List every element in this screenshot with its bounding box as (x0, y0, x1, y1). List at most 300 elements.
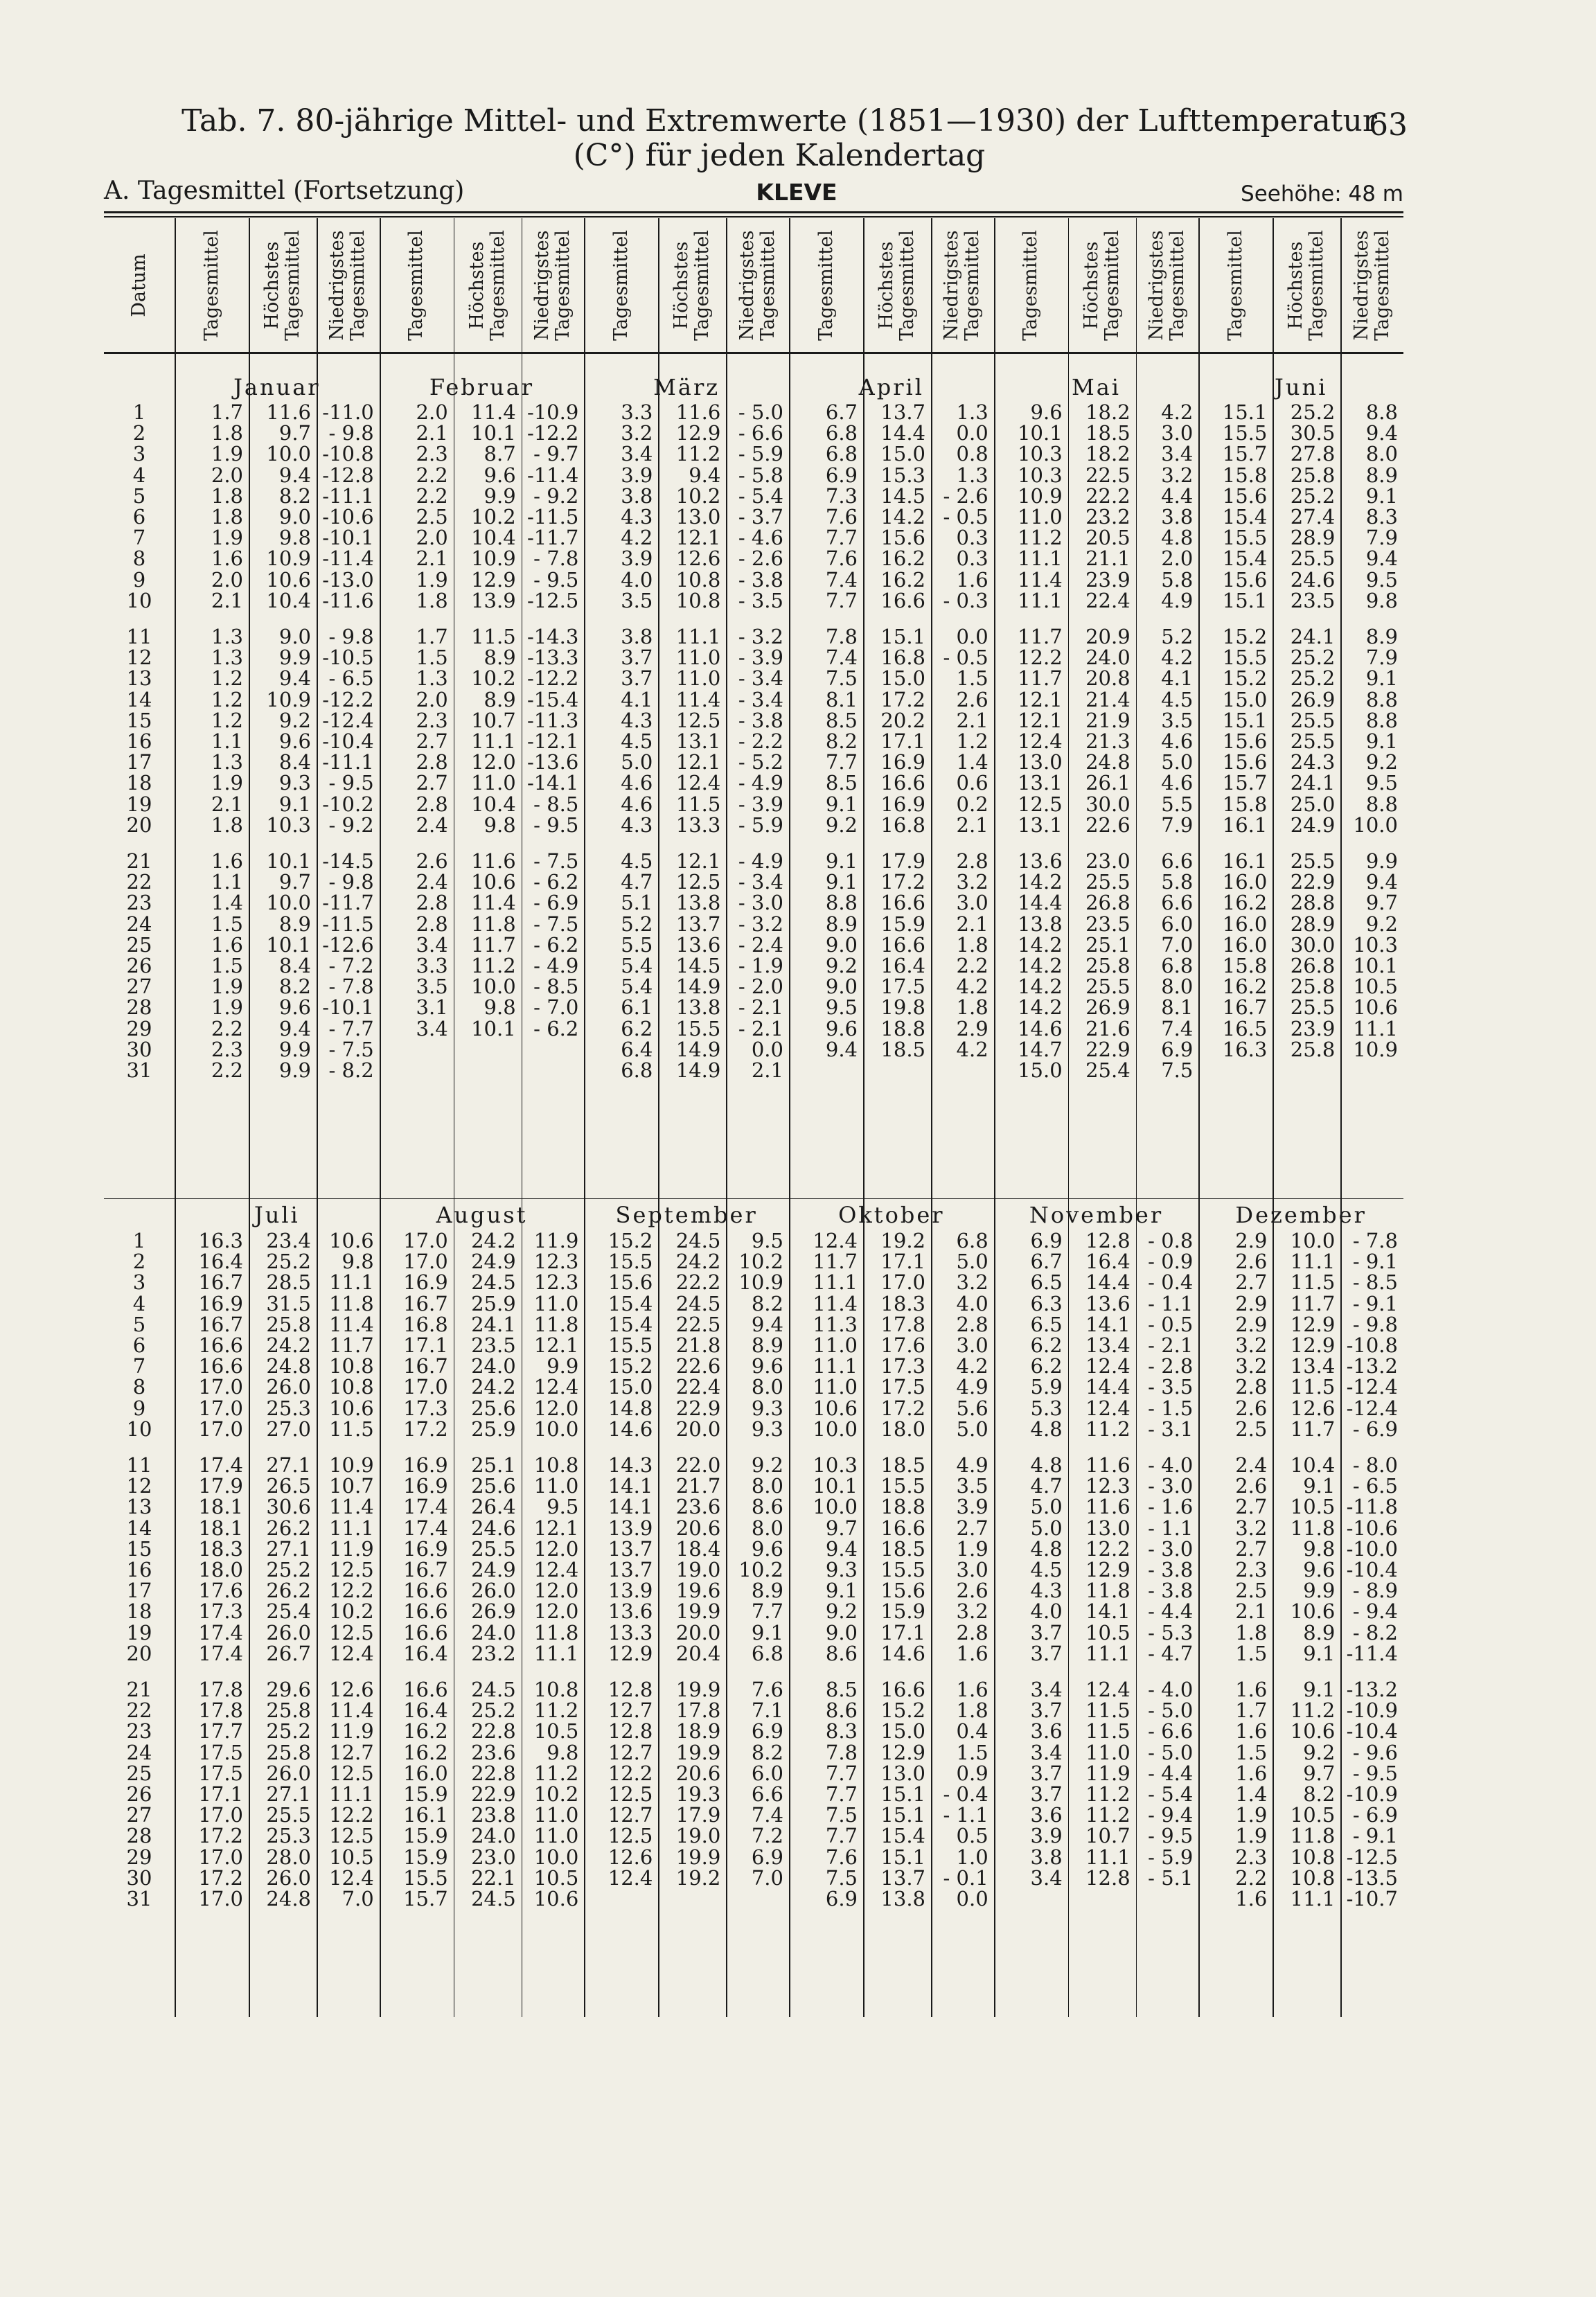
cell-min: - 8.2 (328, 1058, 374, 1082)
cell-mean: 16.1 (1222, 849, 1268, 873)
cell-max: 17.1 (880, 1620, 925, 1644)
cell-mean: 11.1 (813, 1270, 858, 1295)
day-number: 26 (126, 954, 152, 977)
column-header-mean (1198, 218, 1273, 352)
cell-mean: 1.3 (211, 646, 243, 670)
cell-min: - 3.4 (738, 666, 783, 691)
cell-min: 9.3 (751, 1396, 783, 1420)
cell-mean: 16.2 (403, 1719, 448, 1744)
cell-max: 11.8 (471, 912, 516, 936)
cell-mean: 2.5 (416, 505, 448, 529)
cell-max: 15.6 (880, 1579, 925, 1603)
cell-max: 19.3 (675, 1782, 721, 1806)
cell-max: 13.6 (675, 932, 721, 957)
cell-mean: 7.7 (825, 588, 858, 612)
cell-min: 11.2 (533, 1699, 579, 1723)
cell-min: - 3.1 (1148, 1417, 1194, 1441)
column-header-label: Niedrigstes Tagesmittel (531, 229, 574, 341)
cell-min: 1.4 (956, 750, 988, 774)
cell-min: 0.6 (956, 771, 988, 795)
cell-max: 10.7 (471, 708, 516, 732)
cell-min: - 9.6 (1352, 1740, 1398, 1764)
cell-max: 9.8 (484, 995, 516, 1020)
column-header-max (863, 218, 931, 352)
column-header-min (726, 218, 789, 352)
cell-min: 12.4 (533, 1375, 579, 1399)
cell-max: 11.1 (675, 625, 721, 648)
cell-mean: 2.7 (1235, 1495, 1268, 1519)
cell-min: 10.7 (329, 1474, 374, 1498)
day-number: 18 (126, 1599, 152, 1624)
cell-min: 7.0 (751, 1865, 783, 1890)
column-header-max (454, 218, 522, 352)
table-title: Tab. 7. 80-jährige Mittel- und Extremwerte (1851—1930) der Lufttemperatur (C°) für jeden Kalendertag (181, 103, 1377, 173)
cell-mean: 16.9 (198, 1291, 243, 1315)
cell-min: - 9.4 (1352, 1599, 1398, 1624)
cell-mean: 1.6 (1235, 1678, 1268, 1701)
cell-max: 10.8 (675, 588, 721, 612)
cell-max: 11.1 (1085, 1641, 1130, 1665)
cell-max: 25.2 (266, 1250, 311, 1274)
cell-max: 9.4 (278, 1016, 311, 1040)
cell-mean: 4.2 (621, 526, 653, 550)
cell-min: - 0.5 (1148, 1312, 1194, 1336)
day-number: 17 (126, 750, 152, 774)
cell-max: 9.6 (278, 995, 311, 1020)
cell-min: -13.2 (1346, 1678, 1398, 1701)
cell-mean: 7.6 (825, 505, 858, 529)
page-number: 63 (1369, 107, 1408, 143)
cell-mean: 16.6 (198, 1333, 243, 1357)
cell-max: 22.6 (1085, 813, 1130, 837)
horizontal-rule (104, 216, 1403, 218)
cell-min: 8.2 (751, 1740, 783, 1764)
cell-max: 18.2 (1085, 442, 1130, 466)
cell-max: 24.5 (675, 1229, 721, 1252)
cell-mean: 8.9 (825, 912, 858, 936)
cell-mean: 6.9 (1030, 1229, 1063, 1252)
cell-min: 5.0 (1161, 750, 1194, 774)
vertical-rule (863, 218, 864, 2017)
cell-mean: 9.2 (825, 813, 858, 837)
cell-mean: 15.1 (1222, 588, 1268, 612)
day-number: 4 (132, 463, 146, 487)
cell-min: 11.9 (533, 1229, 579, 1252)
cell-mean: 16.0 (1222, 932, 1268, 957)
cell-mean: 16.7 (403, 1291, 448, 1315)
cell-mean: 9.4 (825, 1536, 858, 1561)
cell-mean: 12.2 (608, 1761, 653, 1785)
cell-mean: 14.6 (608, 1417, 653, 1441)
cell-min: - 6.9 (533, 891, 579, 915)
cell-min: - 9.2 (533, 484, 579, 508)
cell-max: 22.4 (1085, 588, 1130, 612)
cell-max: 10.2 (675, 484, 721, 508)
day-number: 17 (126, 1579, 152, 1603)
cell-max: 11.8 (1290, 1824, 1336, 1848)
cell-mean: 1.9 (1235, 1803, 1268, 1827)
cell-mean: 15.5 (608, 1250, 653, 1274)
cell-max: 26.2 (266, 1579, 311, 1603)
cell-min: - 2.6 (943, 484, 988, 508)
cell-min: - 9.5 (533, 813, 579, 837)
column-header-label: Höchstes Tagesmittel (466, 229, 508, 341)
cell-min: -11.5 (322, 912, 374, 936)
day-number: 20 (126, 1641, 152, 1665)
cell-mean: 3.7 (1030, 1641, 1063, 1665)
cell-min: 8.0 (751, 1474, 783, 1498)
cell-max: 10.3 (266, 813, 311, 837)
cell-mean: 7.6 (825, 1845, 858, 1869)
cell-min: - 8.5 (533, 792, 579, 816)
cell-max: 10.1 (266, 932, 311, 957)
cell-mean: 11.4 (813, 1291, 858, 1315)
cell-mean: 2.5 (1235, 1417, 1268, 1441)
cell-max: 23.9 (1290, 1016, 1336, 1040)
cell-min: 9.9 (547, 1354, 579, 1378)
cell-min: -11.6 (322, 588, 374, 612)
cell-mean: 6.5 (1030, 1270, 1063, 1295)
cell-mean: 4.5 (621, 729, 653, 753)
cell-max: 22.5 (675, 1312, 721, 1336)
cell-max: 9.1 (278, 792, 311, 816)
cell-mean: 2.3 (1235, 1845, 1268, 1869)
cell-max: 12.4 (1085, 1354, 1130, 1378)
cell-min: - 4.4 (1148, 1599, 1194, 1624)
cell-mean: 17.4 (403, 1495, 448, 1519)
cell-max: 14.9 (675, 975, 721, 999)
cell-min: - 0.1 (943, 1865, 988, 1890)
cell-mean: 12.2 (1018, 646, 1063, 670)
column-header-mean (380, 218, 454, 352)
cell-max: 24.5 (471, 1678, 516, 1701)
cell-min: - 7.5 (533, 849, 579, 873)
column-header-label: Datum (128, 253, 150, 317)
vertical-rule (175, 218, 176, 2017)
cell-min: 6.6 (751, 1782, 783, 1806)
cell-mean: 13.1 (1018, 771, 1063, 795)
cell-mean: 10.3 (1018, 442, 1063, 466)
cell-min: - 7.2 (328, 954, 374, 977)
cell-max: 25.8 (266, 1740, 311, 1764)
cell-mean: 3.8 (621, 625, 653, 648)
cell-min: 10.6 (329, 1396, 374, 1420)
cell-max: 25.0 (1290, 792, 1336, 816)
cell-min: 1.2 (956, 729, 988, 753)
cell-mean: 3.5 (621, 588, 653, 612)
cell-min: 9.3 (751, 1417, 783, 1441)
cell-max: 24.8 (1085, 750, 1130, 774)
day-number: 19 (126, 792, 152, 816)
cell-min: - 7.0 (533, 995, 579, 1020)
cell-max: 17.9 (880, 849, 925, 873)
cell-max: 11.4 (471, 400, 516, 424)
cell-max: 13.3 (675, 813, 721, 837)
cell-max: 11.2 (471, 954, 516, 977)
cell-min: 4.1 (1161, 666, 1194, 691)
day-number: 16 (126, 1558, 152, 1581)
cell-max: 11.5 (1085, 1699, 1130, 1723)
cell-max: 24.5 (471, 1270, 516, 1295)
cell-min: 6.0 (751, 1761, 783, 1785)
cell-min: - 6.5 (328, 666, 374, 691)
cell-mean: 2.8 (416, 912, 448, 936)
cell-min: 11.0 (533, 1803, 579, 1827)
cell-max: 23.2 (471, 1641, 516, 1665)
cell-mean: 2.7 (1235, 1270, 1268, 1295)
cell-max: 19.9 (675, 1740, 721, 1764)
cell-max: 10.1 (471, 1016, 516, 1040)
cell-max: 24.8 (266, 1354, 311, 1378)
cell-max: 10.0 (1290, 1229, 1336, 1252)
cell-mean: 18.1 (198, 1516, 243, 1540)
cell-mean: 3.7 (621, 646, 653, 670)
column-header-label: Höchstes Tagesmittel (1285, 229, 1328, 341)
cell-mean: 17.2 (198, 1865, 243, 1890)
cell-mean: 1.4 (1235, 1782, 1268, 1806)
cell-max: 26.0 (266, 1761, 311, 1785)
cell-max: 13.6 (1085, 1291, 1130, 1315)
cell-min: 12.5 (329, 1620, 374, 1644)
cell-min: 12.0 (533, 1536, 579, 1561)
cell-mean: 17.1 (198, 1782, 243, 1806)
cell-max: 11.6 (266, 400, 311, 424)
cell-mean: 14.2 (1018, 954, 1063, 977)
cell-mean: 1.9 (416, 567, 448, 592)
cell-mean: 2.7 (1235, 1536, 1268, 1561)
cell-max: 14.6 (880, 1641, 925, 1665)
cell-max: 12.1 (675, 526, 721, 550)
cell-mean: 6.2 (1030, 1333, 1063, 1357)
cell-mean: 1.9 (1235, 1824, 1268, 1848)
cell-mean: 15.8 (1222, 463, 1268, 487)
cell-max: 13.0 (1085, 1516, 1130, 1540)
cell-max: 24.9 (471, 1558, 516, 1581)
cell-mean: 8.5 (825, 708, 858, 732)
cell-min: 10.9 (1353, 1037, 1398, 1061)
cell-max: 25.8 (266, 1312, 311, 1336)
cell-max: 26.8 (1290, 954, 1336, 977)
cell-mean: 11.7 (1018, 625, 1063, 648)
cell-min: - 2.8 (1148, 1354, 1194, 1378)
cell-mean: 14.2 (1018, 932, 1063, 957)
cell-mean: 9.7 (825, 1516, 858, 1540)
cell-mean: 15.7 (1222, 442, 1268, 466)
cell-mean: 14.6 (1018, 1016, 1063, 1040)
cell-min: 0.3 (956, 547, 988, 571)
cell-mean: 6.9 (825, 463, 858, 487)
month-name: September (615, 1202, 758, 1228)
cell-min: - 0.5 (943, 505, 988, 529)
cell-max: 9.9 (484, 484, 516, 508)
cell-mean: 18.0 (198, 1558, 243, 1581)
cell-min: - 6.9 (1352, 1803, 1398, 1827)
cell-min: 3.0 (956, 1558, 988, 1581)
cell-max: 11.0 (675, 666, 721, 691)
cell-min: 1.6 (956, 567, 988, 592)
cell-min: 2.1 (956, 708, 988, 732)
cell-mean: 2.2 (416, 484, 448, 508)
cell-min: 12.2 (329, 1803, 374, 1827)
cell-max: 18.5 (880, 1037, 925, 1061)
cell-max: 10.4 (1290, 1453, 1336, 1477)
cell-max: 10.4 (471, 792, 516, 816)
cell-min: 10.9 (329, 1453, 374, 1477)
cell-max: 15.0 (880, 666, 925, 691)
cell-mean: 4.3 (621, 708, 653, 732)
cell-min: 0.5 (956, 1824, 988, 1848)
cell-min: - 1.1 (943, 1803, 988, 1827)
cell-mean: 7.7 (825, 1824, 858, 1848)
cell-max: 19.2 (675, 1865, 721, 1890)
cell-max: 22.2 (1085, 484, 1130, 508)
cell-mean: 17.4 (198, 1620, 243, 1644)
cell-min: - 6.6 (738, 421, 783, 445)
cell-mean: 3.9 (1030, 1824, 1063, 1848)
day-number: 23 (126, 891, 152, 915)
cell-max: 23.0 (471, 1845, 516, 1869)
cell-mean: 10.1 (813, 1474, 858, 1498)
cell-mean: 12.4 (608, 1865, 653, 1890)
cell-min: 10.6 (1353, 995, 1398, 1020)
cell-min: -11.4 (1346, 1641, 1398, 1665)
day-number: 25 (126, 932, 152, 957)
cell-min: 2.2 (956, 954, 988, 977)
cell-min: 1.9 (956, 1536, 988, 1561)
cell-mean: 15.5 (608, 1333, 653, 1357)
cell-mean: 1.3 (416, 666, 448, 691)
cell-max: 28.8 (1290, 891, 1336, 915)
cell-min: -12.2 (526, 421, 579, 445)
cell-min: - 9.1 (1352, 1824, 1398, 1848)
cell-max: 23.9 (1085, 567, 1130, 592)
cell-max: 24.2 (471, 1375, 516, 1399)
cell-mean: 2.6 (1235, 1396, 1268, 1420)
cell-mean: 2.4 (1235, 1453, 1268, 1477)
cell-max: 11.6 (675, 400, 721, 424)
cell-max: 13.7 (880, 1865, 925, 1890)
cell-min: 11.1 (329, 1782, 374, 1806)
column-header-datum (104, 218, 175, 352)
cell-max: 20.0 (675, 1620, 721, 1644)
day-number: 29 (126, 1016, 152, 1040)
cell-max: 12.1 (675, 750, 721, 774)
cell-min: 8.8 (1365, 792, 1398, 816)
cell-mean: 11.1 (813, 1354, 858, 1378)
cell-min: -11.7 (526, 526, 579, 550)
cell-max: 10.8 (1290, 1865, 1336, 1890)
cell-max: 16.6 (880, 932, 925, 957)
day-number: 31 (126, 1058, 152, 1082)
cell-min: 10.9 (738, 1270, 783, 1295)
cell-mean: 12.5 (608, 1782, 653, 1806)
day-number: 30 (126, 1037, 152, 1061)
cell-mean: 2.2 (211, 1058, 243, 1082)
cell-min: 3.5 (956, 1474, 988, 1498)
cell-mean: 9.3 (825, 1558, 858, 1581)
cell-min: - 3.5 (738, 588, 783, 612)
cell-mean: 1.5 (1235, 1740, 1268, 1764)
cell-mean: 11.1 (1018, 547, 1063, 571)
cell-mean: 4.5 (1030, 1558, 1063, 1581)
cell-max: 13.1 (675, 729, 721, 753)
cell-mean: 6.8 (825, 421, 858, 445)
elevation-label: Seehöhe: 48 m (1241, 181, 1403, 206)
cell-min: - 3.4 (738, 870, 783, 894)
cell-mean: 17.4 (198, 1453, 243, 1477)
cell-max: 25.2 (471, 1699, 516, 1723)
cell-mean: 2.8 (1235, 1375, 1268, 1399)
cell-mean: 3.6 (1030, 1719, 1063, 1744)
cell-max: 18.5 (880, 1453, 925, 1477)
cell-min: 10.5 (329, 1845, 374, 1869)
cell-max: 25.2 (1290, 400, 1336, 424)
cell-min: 9.6 (751, 1354, 783, 1378)
cell-max: 11.5 (675, 792, 721, 816)
cell-mean: 15.5 (1222, 646, 1268, 670)
cell-mean: 17.0 (198, 1803, 243, 1827)
cell-max: 23.5 (471, 1333, 516, 1357)
cell-max: 27.8 (1290, 442, 1336, 466)
cell-mean: 7.5 (825, 1803, 858, 1827)
cell-max: 20.8 (1085, 666, 1130, 691)
cell-mean: 7.4 (825, 646, 858, 670)
cell-min: 7.6 (751, 1678, 783, 1701)
cell-min: -11.7 (322, 891, 374, 915)
cell-mean: 4.3 (621, 505, 653, 529)
day-number: 10 (126, 588, 152, 612)
cell-min: - 9.1 (1352, 1250, 1398, 1274)
cell-max: 16.6 (880, 588, 925, 612)
cell-min: 0.2 (956, 792, 988, 816)
cell-min: -12.4 (1346, 1375, 1398, 1399)
cell-max: 15.5 (880, 1474, 925, 1498)
cell-mean: 4.8 (1030, 1536, 1063, 1561)
day-number: 18 (126, 771, 152, 795)
cell-min: 10.5 (533, 1865, 579, 1890)
cell-max: 19.9 (675, 1678, 721, 1701)
cell-mean: 16.6 (198, 1354, 243, 1378)
cell-max: 10.0 (266, 891, 311, 915)
cell-max: 12.2 (1085, 1536, 1130, 1561)
cell-min: -11.1 (322, 484, 374, 508)
cell-mean: 4.5 (621, 849, 653, 873)
cell-max: 9.6 (484, 463, 516, 487)
cell-max: 21.7 (675, 1474, 721, 1498)
cell-min: 12.5 (329, 1824, 374, 1848)
cell-min: 5.8 (1161, 870, 1194, 894)
cell-mean: 11.0 (813, 1333, 858, 1357)
cell-min: 12.5 (329, 1558, 374, 1581)
cell-max: 27.1 (266, 1453, 311, 1477)
cell-max: 17.5 (880, 1375, 925, 1399)
month-name: Januar (233, 374, 321, 400)
cell-min: - 3.9 (738, 646, 783, 670)
cell-min: 9.5 (751, 1229, 783, 1252)
column-header-max (658, 218, 726, 352)
day-number: 3 (132, 442, 146, 466)
cell-max: 24.0 (471, 1824, 516, 1848)
cell-max: 11.1 (1290, 1250, 1336, 1274)
cell-mean: 2.9 (1235, 1229, 1268, 1252)
cell-mean: 11.4 (1018, 567, 1063, 592)
cell-mean: 2.4 (416, 870, 448, 894)
day-number: 25 (126, 1761, 152, 1785)
cell-min: 6.0 (1161, 912, 1194, 936)
cell-max: 10.9 (471, 547, 516, 571)
cell-min: 12.0 (533, 1599, 579, 1624)
cell-min: 3.2 (956, 1270, 988, 1295)
